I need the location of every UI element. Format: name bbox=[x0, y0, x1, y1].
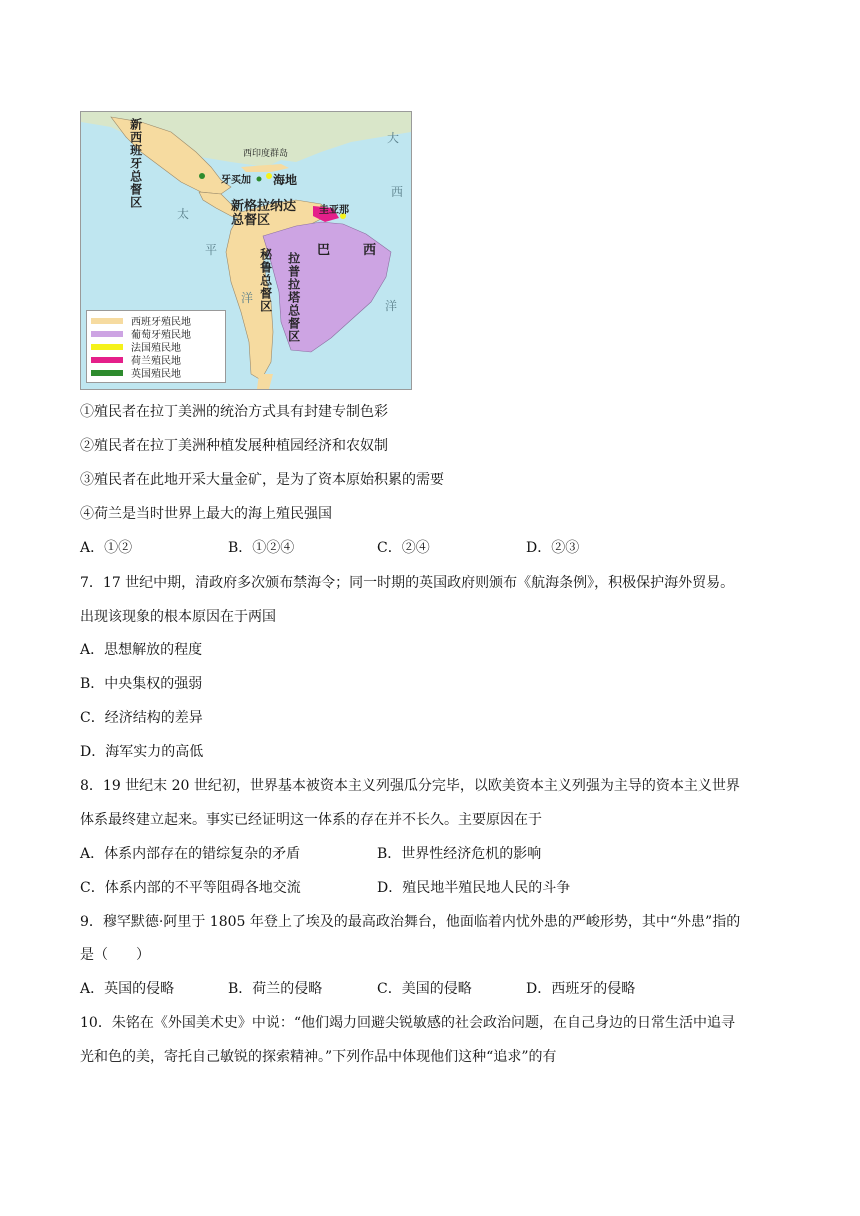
q6-option-a: A．①② bbox=[80, 540, 133, 556]
statement-1: ①殖民者在拉丁美洲的统治方式具有封建专制色彩 bbox=[80, 404, 388, 420]
ocean-label-4: 大 bbox=[387, 131, 400, 145]
q8-option-b: B．世界性经济危机的影响 bbox=[377, 846, 542, 862]
label-brazil-1: 巴 bbox=[317, 243, 331, 258]
q8-option-a: A．体系内部存在的错综复杂的矛盾 bbox=[80, 846, 301, 862]
legend-label: 英国殖民地 bbox=[131, 369, 181, 380]
statement-4: ④荷兰是当时世界上最大的海上殖民强国 bbox=[80, 506, 332, 522]
q6-option-c: C．②④ bbox=[377, 540, 430, 556]
legend-item bbox=[91, 366, 221, 379]
q10-stem-line2: 光和色的美，寄托自己敏锐的探索精神。”下列作品中体现他们这种“追求”的有 bbox=[80, 1049, 557, 1065]
q6-option-b: B．①②④ bbox=[228, 540, 295, 556]
legend-label: 葡萄牙殖民地 bbox=[131, 330, 191, 341]
q9-option-c: C．美国的侵略 bbox=[377, 981, 472, 997]
legend-label: 法国殖民地 bbox=[131, 343, 181, 354]
q10-stem-line1: 10．朱铭在《外国美术史》中说：“他们竭力回避尖锐敏感的社会政治问题，在自己身边的日常生活中追寻 bbox=[80, 1015, 735, 1031]
label-new-granada: 新格拉纳达总督区 bbox=[231, 199, 297, 228]
q8-stem-line2: 体系最终建立起来。事实已经证明这一体系的存在并不长久。主要原因在于 bbox=[80, 812, 542, 828]
label-peru: 秘鲁总督区 bbox=[258, 248, 273, 313]
label-guiana: 圭亚那 bbox=[319, 205, 349, 216]
statement-3: ③殖民者在此地开采大量金矿，是为了资本原始积累的需要 bbox=[80, 472, 444, 488]
ocean-label-6: 洋 bbox=[385, 299, 398, 313]
statement-2: ②殖民者在拉丁美洲种植发展种植园经济和农奴制 bbox=[80, 438, 388, 454]
q9-option-b: B．荷兰的侵略 bbox=[228, 981, 323, 997]
legend-swatch bbox=[91, 357, 123, 363]
q8-option-d: D．殖民地半殖民地人民的斗争 bbox=[377, 880, 571, 896]
label-new-spain: 新西班牙总督区 bbox=[128, 118, 143, 209]
legend-label: 荷兰殖民地 bbox=[131, 356, 181, 367]
q6-option-d: D．②③ bbox=[526, 540, 580, 556]
q9-option-a: A．英国的侵略 bbox=[80, 981, 175, 997]
ocean-label-3: 洋 bbox=[241, 291, 254, 305]
legend-swatch bbox=[91, 344, 123, 350]
q7-option-c: C．经济结构的差异 bbox=[80, 710, 203, 726]
label-brazil-2: 西 bbox=[363, 243, 377, 258]
legend-label: 西班牙殖民地 bbox=[131, 317, 191, 328]
ocean-label-5: 西 bbox=[391, 185, 404, 199]
q9-stem-line2: 是（ ） bbox=[80, 947, 150, 963]
q7-option-a: A．思想解放的程度 bbox=[80, 642, 203, 658]
map-legend bbox=[86, 310, 226, 383]
label-jamaica: 牙买加 bbox=[221, 175, 251, 186]
label-haiti: 海地 bbox=[273, 173, 298, 187]
ocean-label-1: 太 bbox=[177, 207, 190, 221]
q7-option-d: D．海军实力的高低 bbox=[80, 744, 204, 760]
q9-option-d: D．西班牙的侵略 bbox=[526, 981, 636, 997]
legend-swatch bbox=[91, 318, 123, 324]
legend-swatch bbox=[91, 331, 123, 337]
label-la-plata: 拉普拉塔总督区 bbox=[286, 252, 301, 343]
q8-option-c: C．体系内部的不平等阻碍各地交流 bbox=[80, 880, 301, 896]
label-west-indies: 西印度群岛 bbox=[243, 149, 289, 159]
latin-america-colonial-map bbox=[80, 111, 412, 390]
ocean-label-2: 平 bbox=[205, 243, 218, 257]
q8-stem-line1: 8．19 世纪末 20 世纪初，世界基本被资本主义列强瓜分完毕，以欧美资本主义列强为主导的资本主义世界 bbox=[80, 778, 740, 794]
legend-swatch bbox=[91, 370, 123, 376]
q7-stem-line2: 出现该现象的根本原因在于两国 bbox=[80, 609, 276, 625]
q7-option-b: B．中央集权的强弱 bbox=[80, 676, 203, 692]
q7-stem-line1: 7．17 世纪中期，清政府多次颁布禁海令；同一时期的英国政府则颁布《航海条例》，积极保护海外贸易。 bbox=[80, 575, 735, 591]
q9-stem-line1: 9．穆罕默德·阿里于 1805 年登上了埃及的最高政治舞台，他面临着内忧外患的严峻形势，其中“外患”指的 bbox=[80, 914, 741, 930]
